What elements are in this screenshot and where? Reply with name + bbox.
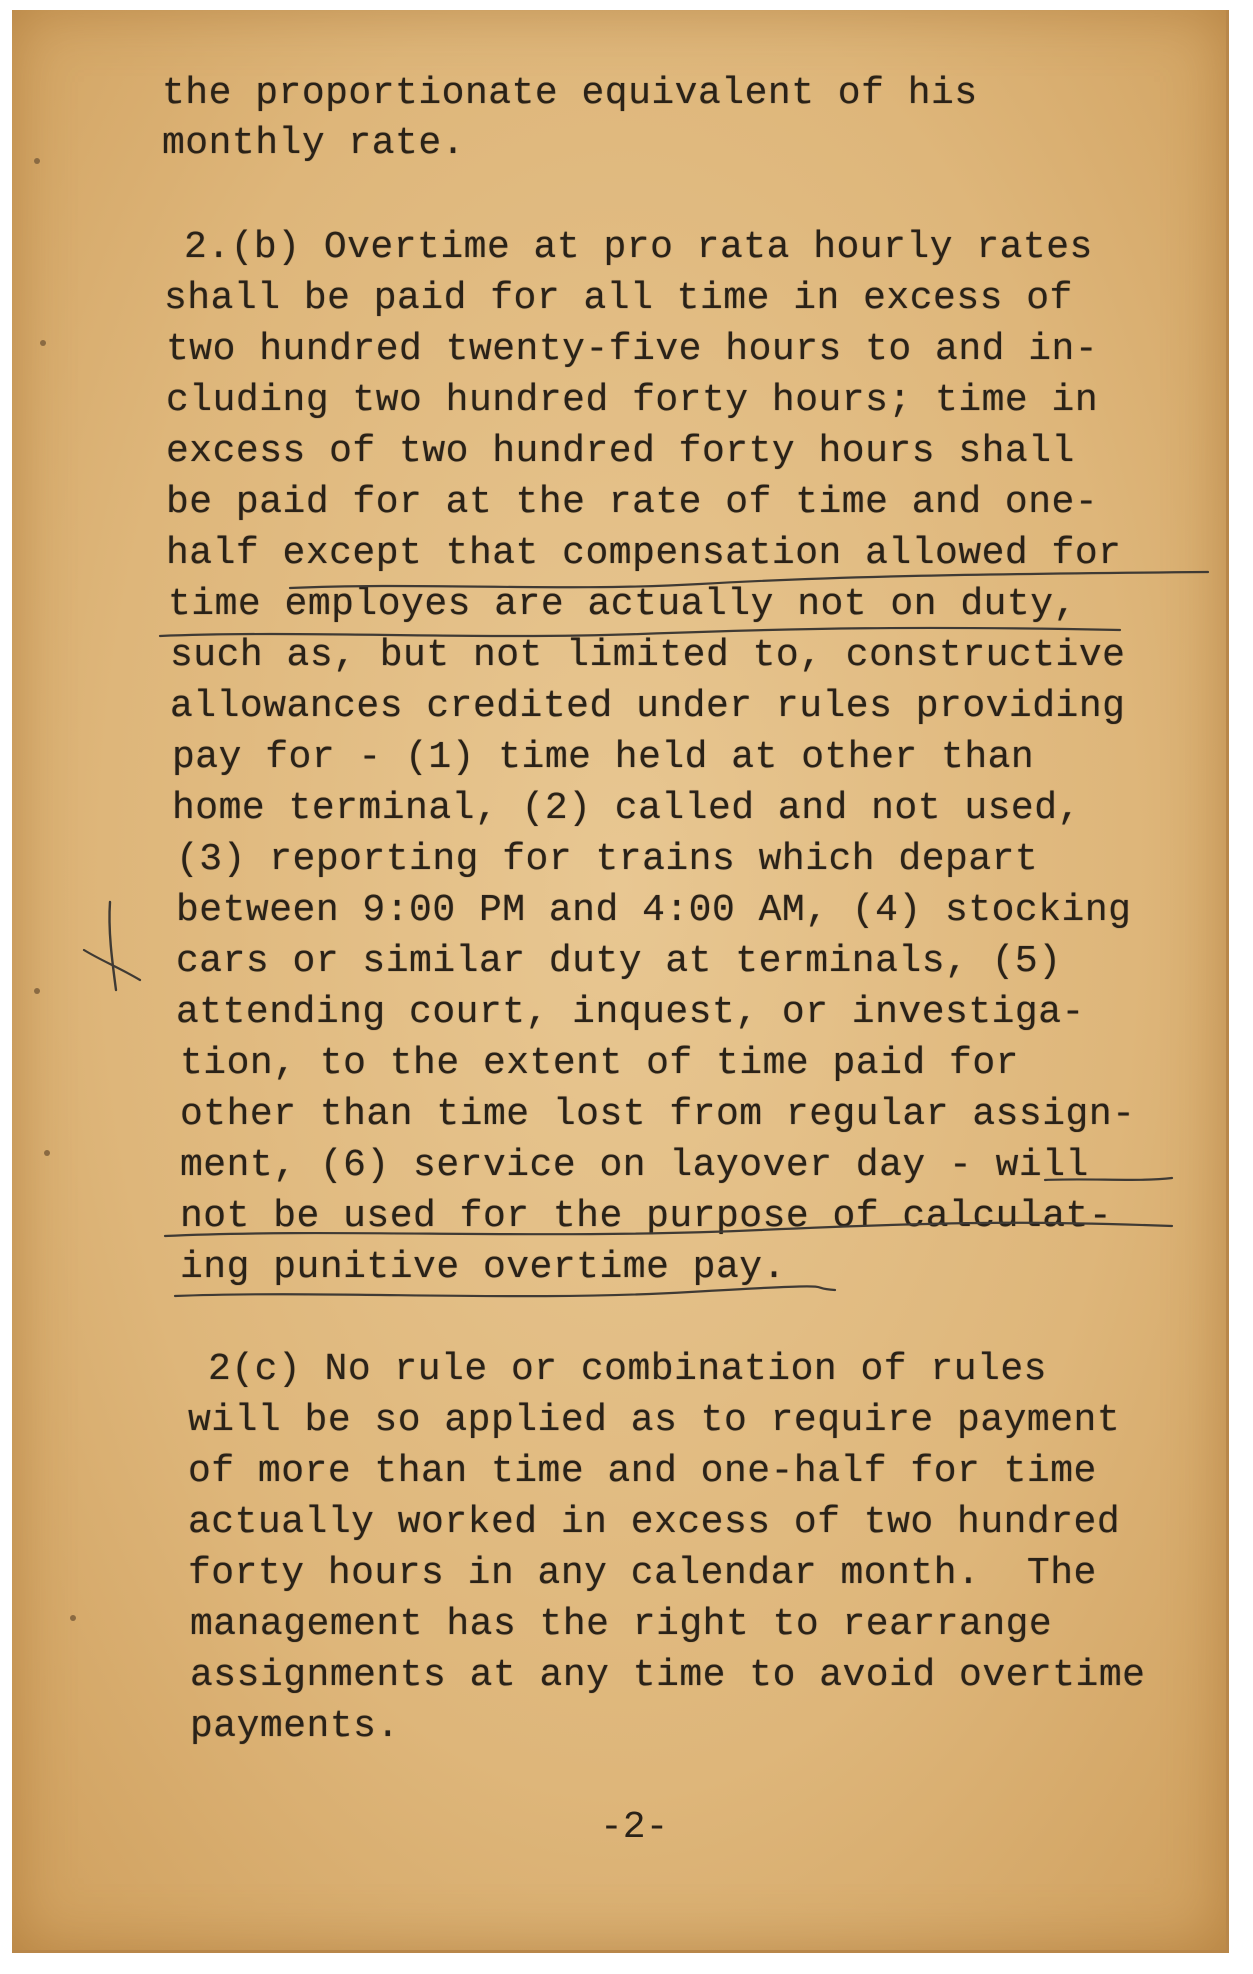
text-line: monthly rate. [162,122,465,165]
text-line: time employes are actually not on duty, [168,583,1077,626]
text-line: (3) reporting for trains which depart [176,838,1039,881]
text-line: assignments at any time to avoid overtime [190,1654,1146,1697]
text-line: be paid for at the rate of time and one- [166,481,1099,524]
text-line: 2.(b) Overtime at pro rata hourly rates [184,226,1093,269]
page-number: -2- [600,1806,669,1849]
text-line: attending court, inquest, or investiga- [176,991,1085,1034]
text-line: cluding two hundred forty hours; time in [166,379,1099,422]
text-line: management has the right to rearrange [190,1603,1053,1646]
text-line: two hundred twenty-five hours to and in- [166,328,1099,371]
text-line: shall be paid for all time in excess of [164,277,1073,320]
text-line: cars or similar duty at terminals, (5) [176,940,1062,983]
text-line: forty hours in any calendar month. The [188,1552,1097,1595]
text-line: between 9:00 PM and 4:00 AM, (4) stocking [176,889,1132,932]
text-line: not be used for the purpose of calculat- [180,1195,1113,1238]
text-line: ment, (6) service on layover day - will [180,1144,1089,1187]
text-line: ing punitive overtime pay. [180,1246,786,1289]
text-line: half except that compensation allowed for [166,532,1122,575]
binding-hole [40,340,46,346]
text-line: excess of two hundred forty hours shall [166,430,1075,473]
binding-hole [34,988,40,994]
text-line: other than time lost from regular assign- [180,1093,1136,1136]
text-line: 2(c) No rule or combination of rules [208,1348,1047,1391]
binding-hole [44,1150,50,1156]
text-line: of more than time and one-half for time [188,1450,1097,1493]
text-line: such as, but not limited to, constructive [170,634,1126,677]
text-line: will be so applied as to require payment [188,1399,1121,1442]
binding-hole [70,1615,76,1621]
text-line: home terminal, (2) called and not used, [172,787,1081,830]
binding-hole [34,158,40,164]
text-line: tion, to the extent of time paid for [180,1042,1019,1085]
text-line: the proportionate equivalent of his [162,72,978,115]
text-line: payments. [190,1705,400,1748]
text-line: actually worked in excess of two hundred [188,1501,1121,1544]
text-line: allowances credited under rules providing [170,685,1126,728]
text-line: pay for - (1) time held at other than [172,736,1035,779]
